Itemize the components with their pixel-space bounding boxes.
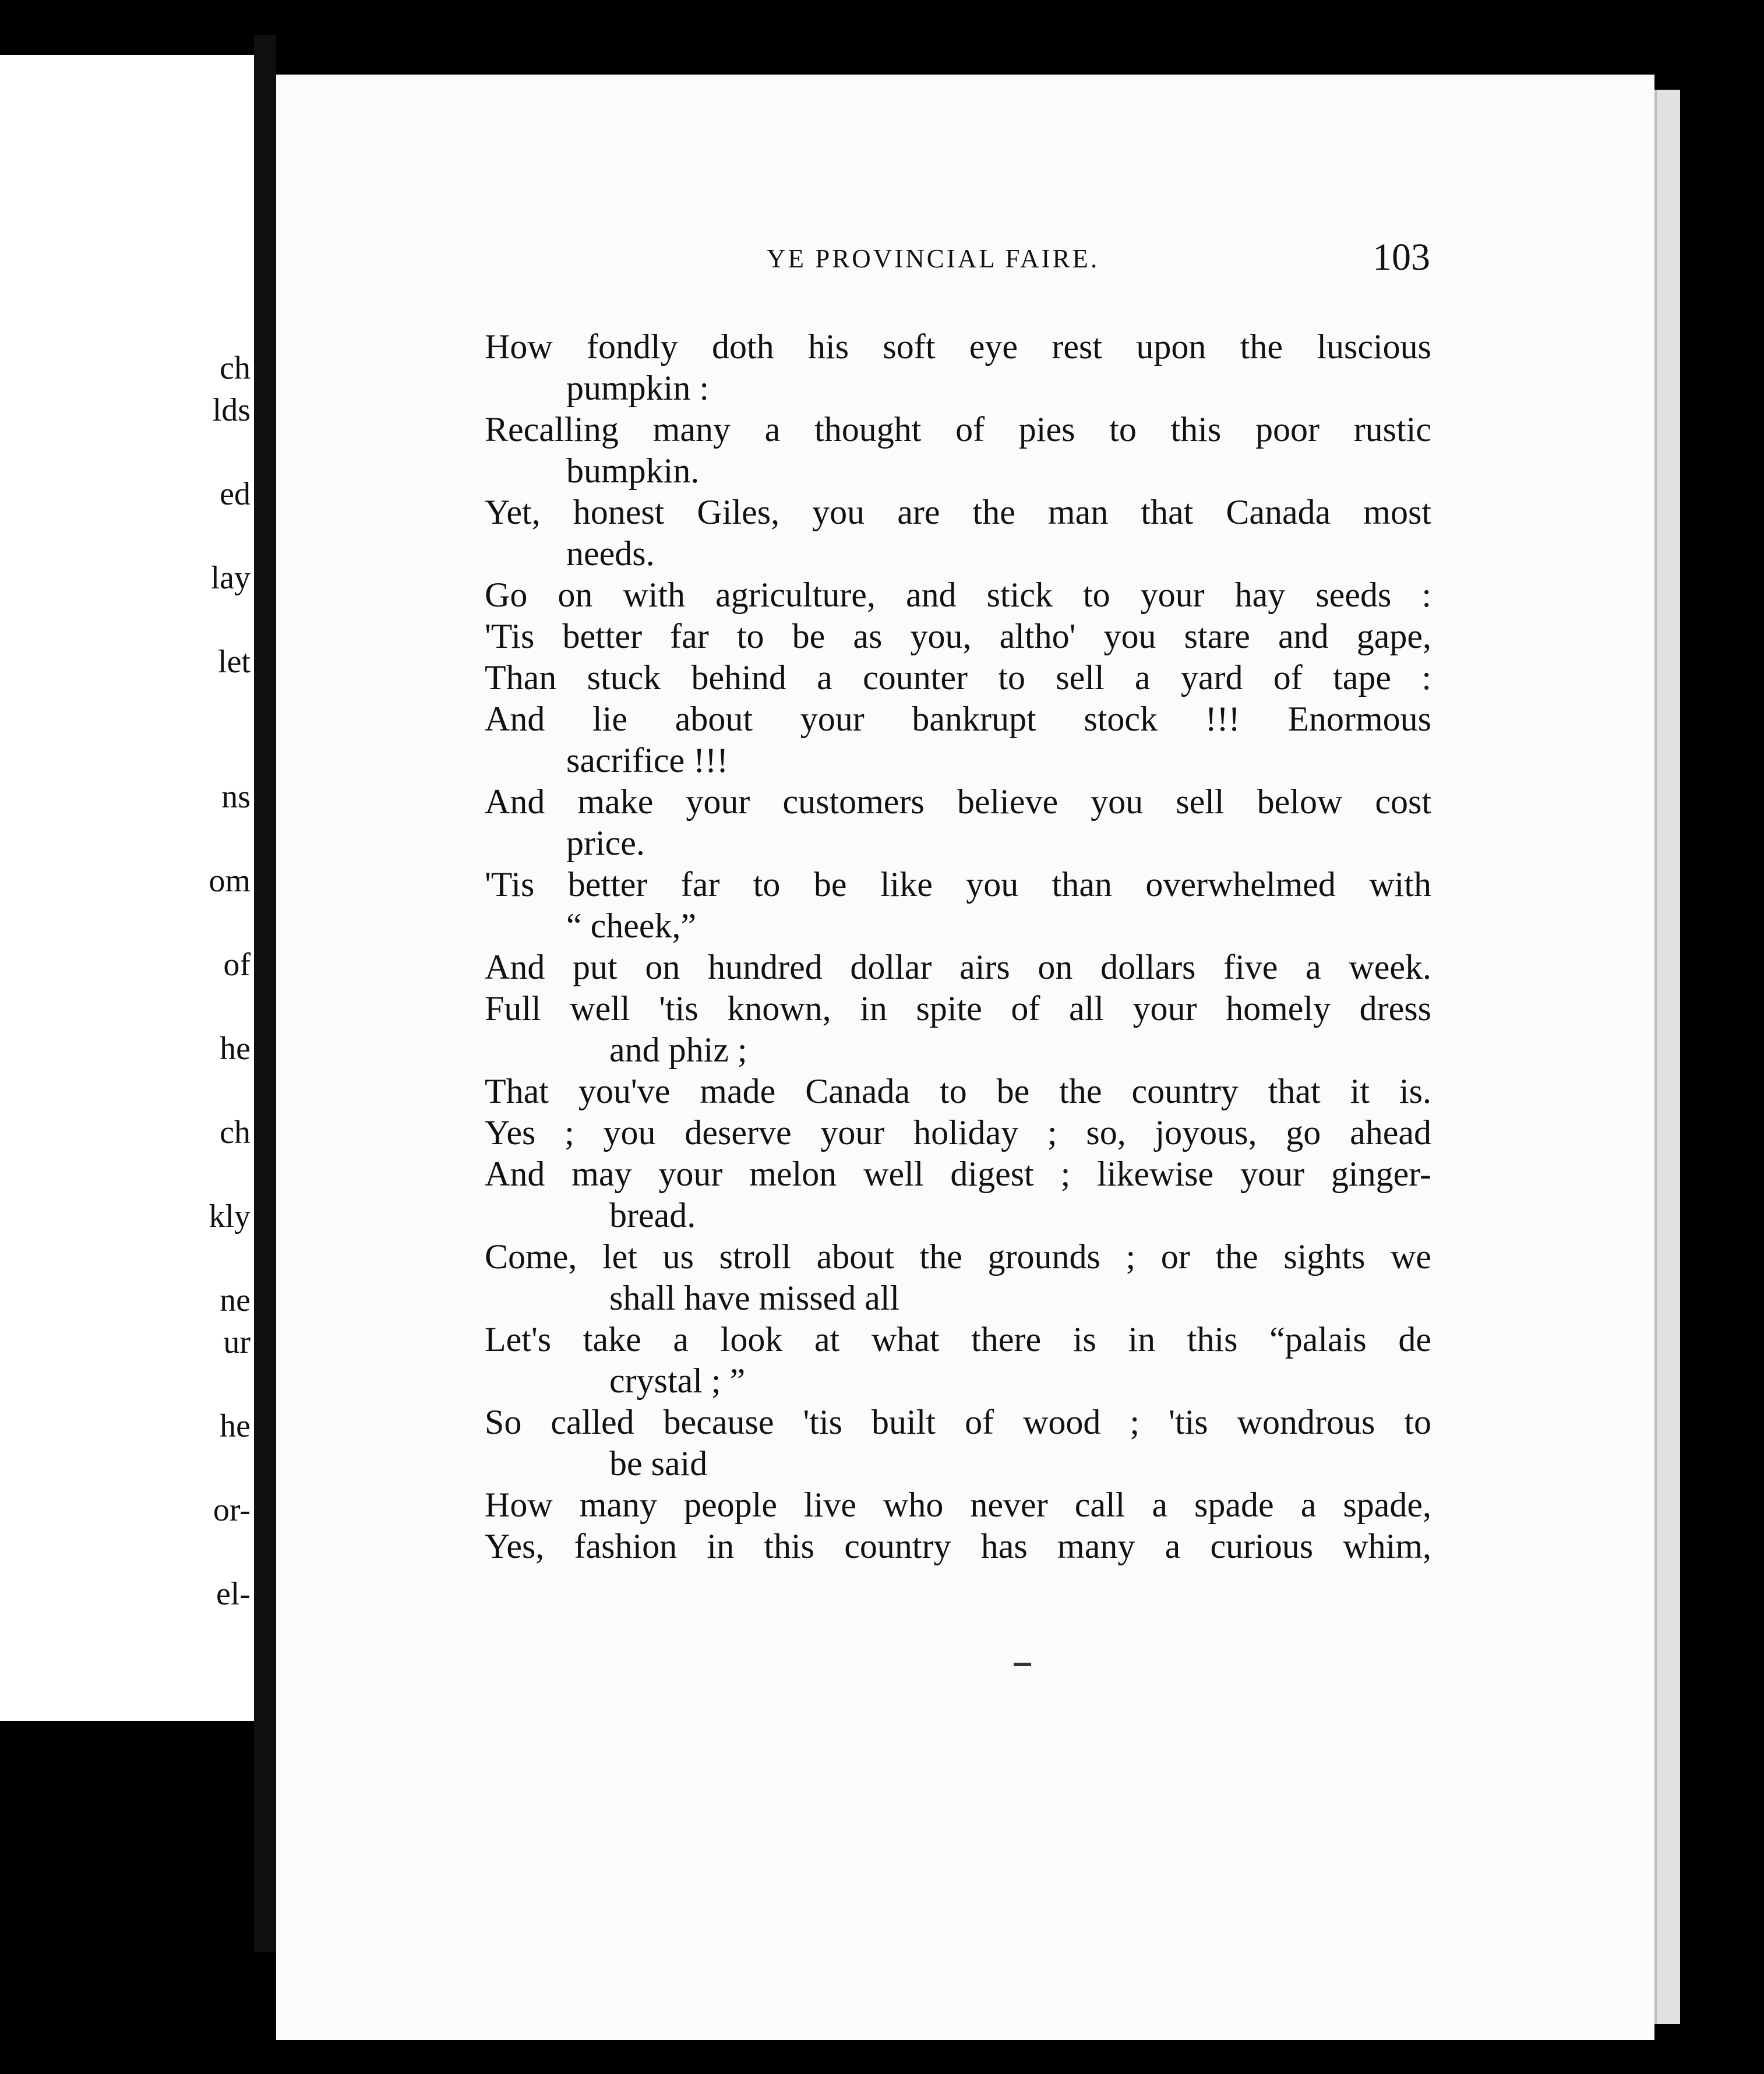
verse-line: Let's take a look at what there is in this “palais de <box>485 1320 1431 1359</box>
running-title: YE PROVINCIAL FAIRE. <box>767 244 1100 273</box>
verse-line: How many people live who never call a spade a spade, <box>485 1486 1431 1524</box>
verse-line: Yes, fashion in this country has many a curious whim, <box>485 1527 1431 1565</box>
verse-line: Come, let us stroll about the grounds ; or the sights we <box>485 1237 1431 1276</box>
verse-line: And lie about your bankrupt stock !!! Enormous <box>485 700 1431 738</box>
facing-page-text: or- <box>213 1492 251 1528</box>
verse-line: 'Tis better far to be as you, altho' you stare and gape, <box>485 617 1431 655</box>
verse-line: And make your customers believe you sell below cost <box>485 782 1431 821</box>
facing-page-text: ed <box>220 476 251 512</box>
verse-line-continuation: price. <box>566 824 645 862</box>
verse-line: Yes ; you deserve your holiday ; so, joyous, go ahead <box>485 1113 1431 1152</box>
verse-line: So called because 'tis built of wood ; 'tis wondrous to <box>485 1403 1431 1441</box>
facing-page-text: he <box>220 1031 251 1067</box>
facing-page-text: ch <box>220 1114 251 1151</box>
verse-line: Recalling many a thought of pies to this poor rustic <box>485 410 1431 449</box>
facing-page-text: let <box>218 644 251 680</box>
verse-line-continuation: “ cheek,” <box>566 907 697 945</box>
facing-page-text: kly <box>209 1198 251 1234</box>
facing-page-fragment <box>0 55 254 1721</box>
page-number: 103 <box>1373 236 1430 278</box>
verse-line: How fondly doth his soft eye rest upon the luscious <box>485 327 1431 366</box>
book-gutter <box>254 35 276 1952</box>
printer-mark <box>1014 1663 1031 1666</box>
facing-page-text: ne <box>220 1282 251 1318</box>
facing-page-text: lds <box>212 392 251 428</box>
facing-page-text: he <box>220 1408 251 1444</box>
facing-page-text: ch <box>220 350 251 386</box>
verse-line: 'Tis better far to be like you than overwhelmed with <box>485 865 1431 904</box>
facing-page-text: el- <box>216 1576 251 1612</box>
verse-line-continuation: bumpkin. <box>566 452 700 490</box>
facing-page-text: om <box>209 863 251 899</box>
facing-page-text: lay <box>210 560 251 596</box>
facing-page-text: ur <box>223 1324 251 1360</box>
verse-line-continuation: needs. <box>566 534 655 573</box>
facing-page-text: ns <box>221 779 251 815</box>
verse-line-continuation: crystal ; ” <box>609 1361 746 1400</box>
verse-line-continuation: be said <box>609 1444 708 1483</box>
verse-line-continuation: shall have missed all <box>609 1279 900 1317</box>
verse-line-continuation: bread. <box>609 1196 696 1234</box>
verse-line-continuation: sacrifice !!! <box>566 741 729 779</box>
verse-line: And put on hundred dollar airs on dollars five a week. <box>485 948 1431 986</box>
page-edge <box>1654 90 1680 2024</box>
verse-line: Yet, honest Giles, you are the man that Canada most <box>485 493 1431 531</box>
poem-body <box>485 326 1431 1567</box>
verse-line: Than stuck behind a counter to sell a yard of tape : <box>485 658 1431 697</box>
verse-line-continuation: and phiz ; <box>609 1031 747 1069</box>
verse-line: That you've made Canada to be the country that it is. <box>485 1072 1431 1110</box>
facing-page-text: of <box>223 947 251 983</box>
verse-line: And may your melon well digest ; likewise your ginger- <box>485 1155 1431 1193</box>
verse-line: Full well 'tis known, in spite of all your homely dress <box>485 989 1431 1028</box>
verse-line-continuation: pumpkin : <box>566 369 710 407</box>
verse-line: Go on with agriculture, and stick to your hay seeds : <box>485 576 1431 614</box>
